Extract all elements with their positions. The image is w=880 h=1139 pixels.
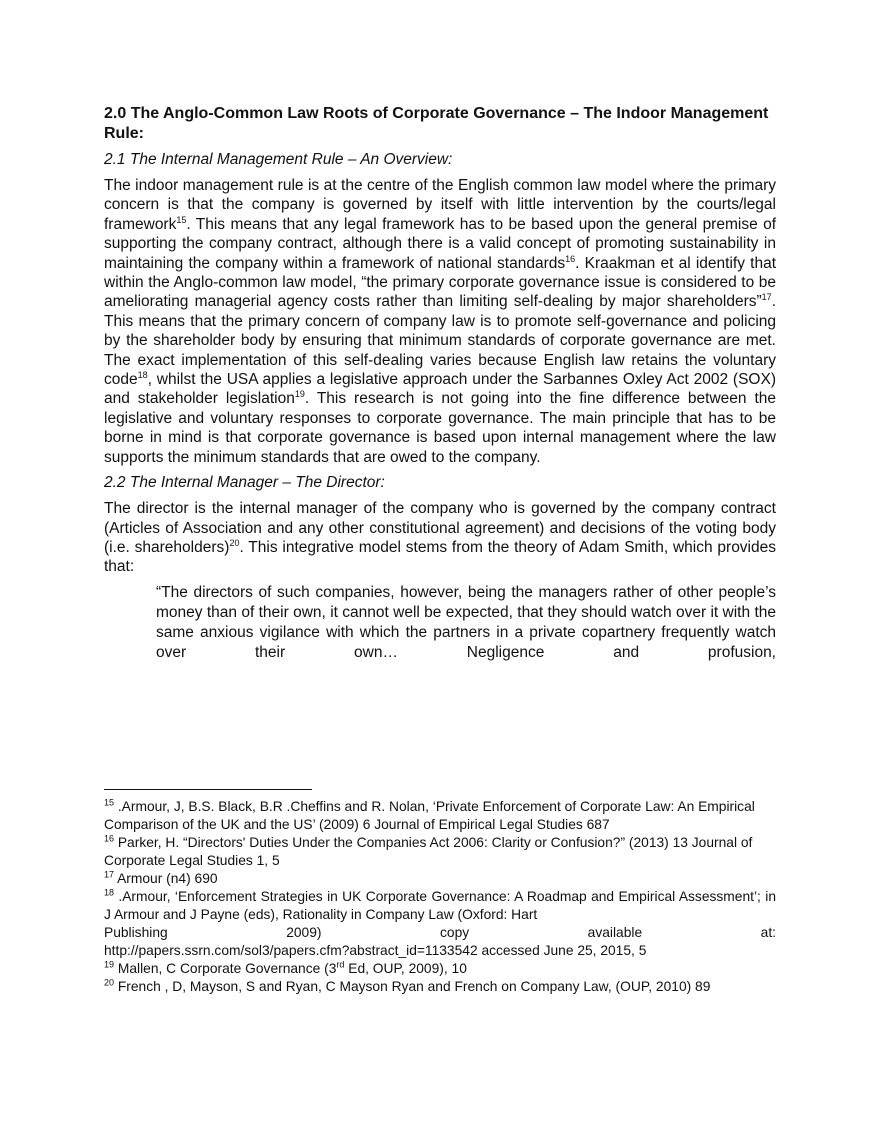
footnote-ref-18[interactable]: 18 [137, 369, 148, 380]
footnote-ref-17[interactable]: 17 [761, 292, 772, 303]
footnote-18-url[interactable]: http://papers.ssrn.com/sol3/papers.cfm?abstract_id=1133542 accessed June 25, 2015, 5 [104, 943, 647, 958]
subsection-heading-2-2: 2.2 The Internal Manager – The Director: [104, 474, 385, 492]
document-body [104, 104, 776, 663]
footnote-18: $^{18}$ .Armour, ‘Enforcement Strategies in UK Corporate Governance: A Roadmap and Empirical Assessment’; in J Armour and J Payne (eds), Rationality in Company Law (Oxford: Hart Publishing 2009) copy available at: http://papers.ssrn.com/sol3/papers.cfm?abstract_id=1133542 accessed June 25, 2015, 5 [104, 887, 776, 958]
footnote-separator [104, 789, 312, 790]
footnote-ref-20[interactable]: 20 [229, 537, 240, 548]
footnote-20: $^{20}$ French , D, Mayson, S and Ryan, C Mayson Ryan and French on Company Law, (OUP, 2010) 89 [104, 977, 711, 994]
footnotes [104, 789, 776, 996]
footnote-16: $^{16}$ Parker, H. “Directors' Duties Under the Companies Act 2006: Clarity or Confusion?” (2013) 13 Journal of Corporate Legal Studies 1, 5 [104, 833, 753, 868]
paragraph-indoor-management: The indoor management rule is at the centre of the English common law model where the primary concern is that the company is governed by itself with little intervention by the courts/legal framework$^{15}$. This means that any legal framework has to be based upon the general premise of supporting the company contract, although there is a valid concept of promoting sustainability in maintaining the company within a framework of national standards$^{16}$. Kraakman et al identify that within the Anglo-common law model, “the primary corporate governance issue is considered to be ameliorating managerial agency costs rather than limiting self-dealing by major shareholders”$^{17}$. This means that the primary concern of company law is to promote self-governance and policing by the shareholder body by ensuring that minimum standards of corporate governance are met. The exact implementation of this self-dealing varies because English law retains the voluntary code$^{18}$, whilst the USA applies a legislative approach under the Sarbannes Oxley Act 2002 (SOX) and stakeholder legislation$^{19}$. This research is not going into the fine difference between the legislative and voluntary responses to corporate governance. The main principle that has to be borne in mind is that corporate governance is based upon internal management where the law supports the minimum standards that are owed to the company. [104, 177, 776, 466]
footnote-ref-16[interactable]: 16 [565, 253, 576, 264]
block-quote-adam-smith: “The directors of such companies, however, being the managers rather of other people’s money than of their own, it cannot well be expected, that they should watch over it with the same anxious vigilance with which the partners in a private copartnery frequently watch over their own… Negligence and profusion, [156, 583, 776, 661]
footnote-ref-19[interactable]: 19 [294, 389, 305, 400]
footnote-ref-15[interactable]: 15 [176, 214, 187, 225]
footnote-18-line: Publishing 2009) copy available at: [104, 925, 776, 940]
footnote-17: $^{17}$ Armour (n4) 690 [104, 869, 218, 886]
footnote-19: $^{19}$ Mallen, C Corporate Governance (3rd Ed, OUP, 2009), 10 [104, 959, 467, 976]
section-heading: 2.0 The Anglo-Common Law Roots of Corporate Governance – The Indoor Management Rule: [104, 105, 769, 142]
subsection-heading-2-1: 2.1 The Internal Management Rule – An Overview: [104, 151, 453, 168]
paragraph-director: The director is the internal manager of the company who is governed by the company contract (Articles of Association and any other constitutional agreement) and decisions of the voting body (i.e. shareholders)$^{20}$. This integrative model stems from the theory of Adam Smith, which provides that: [104, 500, 776, 576]
footnote-15: $^{15}$ .Armour, J, B.S. Black, B.R .Cheffins and R. Nolan, ‘Private Enforcement of Corporate Law: An Empirical Comparison of the UK and the US’ (2009) 6 Journal of Empirical Legal Studies 687 [104, 797, 755, 832]
